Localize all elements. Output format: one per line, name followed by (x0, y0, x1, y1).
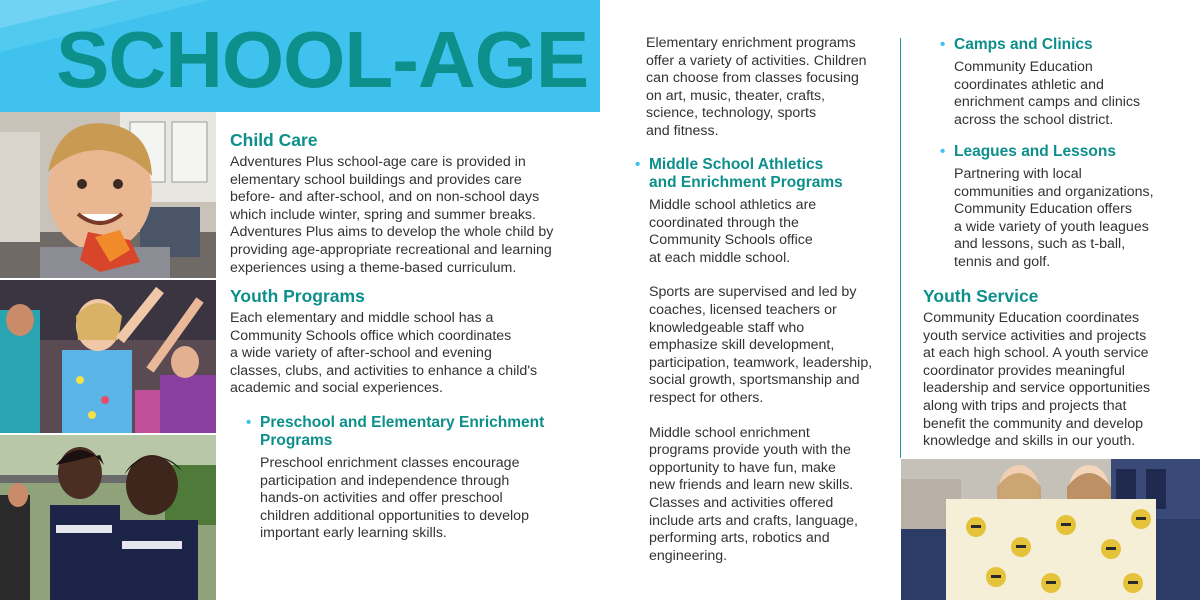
athletes-photo (0, 435, 216, 600)
youth-service-photo (901, 459, 1200, 600)
youth-programs-section (230, 286, 590, 398)
leagues-body: Partnering with local communities and organizations, Community Education offers a wide variety of youth leagues and lessons, such as t-ball, tennis and golf. (954, 166, 1154, 270)
elementary-section (646, 35, 886, 141)
leagues-section (940, 143, 1194, 272)
middle-school-body-2: Sports are supervised and led by coaches, licensed teachers or knowledgeable staff who emphasize skill development, participation, teamwork, leadership, social growth, sportsmanship and respect for others. (649, 284, 873, 406)
preschool-heading: Preschool and Elementary Enrichment Programs (260, 414, 545, 449)
preschool-section (246, 414, 580, 543)
middle-school-body-3: Middle school enrichment programs provide youth with the opportunity to have fun, make new friends and learn new skills. Classes and activities offered include arts and crafts, language, performing arts, robotics and engineering. (649, 424, 859, 564)
bullet-icon: • (635, 156, 641, 173)
camps-section (940, 36, 1194, 129)
bullet-icon: • (940, 143, 946, 160)
preschool-body: Preschool enrichment classes encourage participation and independence through hands-on activities and offer preschool children additional opportunities to develop important early learning skills. (260, 455, 529, 542)
youth-service-heading: Youth Service (923, 286, 1039, 306)
youth-programs-body: Each elementary and middle school has a Community Schools office which coordinates a wide variety of after-school and evening classes, clubs, and activities to enhance a child's academic and social experiences. (230, 310, 538, 397)
bullet-icon: • (940, 36, 946, 53)
middle-school-body-1: Middle school athletics are coordinated through the Community Schools office at each middle school. (649, 197, 817, 266)
column-divider (900, 38, 901, 458)
elementary-body: Elementary enrichment programs offer a variety of activities. Children can choose from classes focusing on art, music, theater, crafts, science, technology, sports and fitness. (646, 35, 867, 139)
youth-service-body: Community Education coordinates youth service activities and projects at each high school. A youth service coordinator provides meaningful leadership and service opportunities along with trips and projects that benefit the community and develop knowledge and skills in our youth. (923, 310, 1151, 450)
camps-body: Community Education coordinates athletic and enrichment camps and clinics across the school district. (954, 59, 1141, 128)
camps-heading: Camps and Clinics (954, 36, 1093, 53)
child-care-section (230, 130, 590, 277)
child-care-heading: Child Care (230, 130, 318, 150)
youth-programs-photo (0, 280, 216, 433)
middle-school-section (635, 156, 889, 565)
bullet-icon: • (246, 414, 252, 431)
page-title: SCHOOL-AGE (56, 15, 589, 104)
youth-service-section (923, 286, 1193, 451)
child-care-photo (0, 112, 216, 278)
title-banner (0, 0, 600, 112)
middle-school-heading: Middle School Athletics and Enrichment Programs (649, 156, 843, 191)
leagues-heading: Leagues and Lessons (954, 143, 1116, 160)
youth-programs-heading: Youth Programs (230, 286, 365, 306)
child-care-body: Adventures Plus school-age care is provided in elementary school buildings and provides care before- and after-school, and on non-school days which include winter, spring and summer breaks. Adventures Plus aims to develop the whole child by providing age-appropriate recreational and learning experiences using a theme-based curriculum. (230, 154, 554, 276)
